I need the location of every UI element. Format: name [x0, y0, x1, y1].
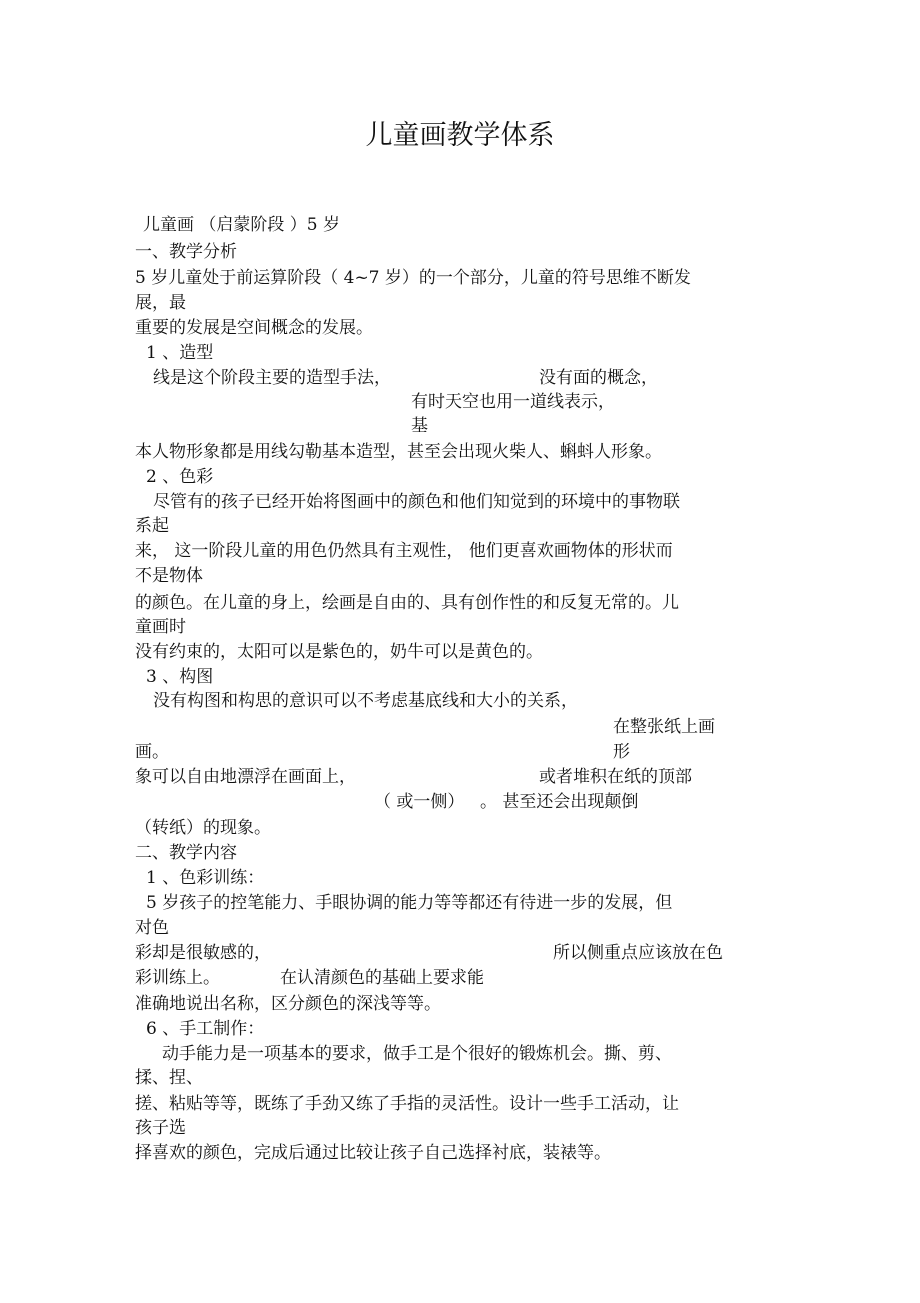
paragraph-line: 孩子选 — [135, 1118, 186, 1138]
paragraph-line: 。 甚至还会出现颠倒 — [480, 792, 639, 812]
subheading-modeling: 1 、造型 — [146, 343, 214, 363]
paragraph-line: （转纸）的现象。 — [135, 818, 271, 838]
paragraph-line: 在认清颜色的基础上要求能 — [280, 968, 484, 988]
paragraph-line: 展，最 — [135, 293, 186, 313]
section-heading-analysis: 一、教学分析 — [135, 242, 237, 262]
paragraph-line: 没有面的概念， — [539, 368, 658, 388]
paragraph-line: 童画时 — [135, 617, 186, 637]
paragraph-line: 不是物体 — [135, 566, 203, 586]
section-heading-content: 二、教学内容 — [135, 843, 237, 863]
paragraph-line: 揉、捏、 — [135, 1068, 203, 1088]
paragraph-line: 彩训练上。 — [135, 968, 220, 988]
paragraph-line: 来， 这一阶段儿童的用色仍然具有主观性， 他们更喜欢画物体的形状而 — [135, 541, 673, 561]
paragraph-line: （ 或一侧） — [374, 792, 465, 812]
paragraph-line: 彩却是很敏感的， — [135, 943, 271, 963]
paragraph-line: 象可以自由地漂浮在画面上， — [135, 767, 356, 787]
paragraph-line: 准确地说出名称，区分颜色的深浅等等。 — [135, 994, 441, 1014]
subtitle: 儿童画 （启蒙阶段 ）5 岁 — [143, 215, 341, 235]
paragraph-line: 在整张纸上画 — [613, 717, 715, 737]
paragraph-line: 5 岁儿童处于前运算阶段（ 4~7 岁）的一个部分，儿童的符号思维不断发 — [135, 268, 691, 288]
subheading-color: 2 、色彩 — [146, 467, 214, 487]
paragraph-line: 没有约束的，太阳可以是紫色的，奶牛可以是黄色的。 — [135, 642, 543, 662]
paragraph-line: 形 — [613, 742, 630, 762]
paragraph-line: 5 岁孩子的控笔能力、手眼协调的能力等等都还有待进一步的发展，但 — [146, 893, 673, 913]
paragraph-line: 择喜欢的颜色，完成后通过比较让孩子自己选择衬底，装裱等。 — [135, 1143, 611, 1163]
subheading-color-training: 1 、色彩训练： — [146, 868, 265, 888]
paragraph-line: 本人物形象都是用线勾勒基本造型，甚至会出现火柴人、蝌蚪人形象。 — [135, 442, 662, 462]
subheading-handcraft: 6 、手工制作： — [146, 1019, 265, 1039]
paragraph-line: 重要的发展是空间概念的发展。 — [135, 318, 373, 338]
paragraph-line: 基 — [411, 416, 428, 436]
paragraph-line: 尽管有的孩子已经开始将图画中的颜色和他们知觉到的环境中的事物联 — [153, 492, 680, 512]
paragraph-line: 系起 — [135, 516, 169, 536]
paragraph-line: 有时天空也用一道线表示， — [411, 392, 615, 412]
paragraph-line: 所以侧重点应该放在色 — [553, 943, 723, 963]
paragraph-line: 的颜色。在儿童的身上，绘画是自由的、具有创作性的和反复无常的。儿 — [135, 593, 679, 613]
paragraph-line: 动手能力是一项基本的要求，做手工是个很好的锻炼机会。撕、剪、 — [162, 1044, 672, 1064]
document-title: 儿童画教学体系 — [365, 120, 555, 151]
paragraph-line: 画。 — [135, 742, 169, 762]
paragraph-line: 搓、粘贴等等，既练了手劲又练了手指的灵活性。设计一些手工活动，让 — [135, 1094, 679, 1114]
paragraph-line: 或者堆积在纸的顶部 — [539, 767, 692, 787]
paragraph-line: 线是这个阶段主要的造型手法， — [153, 368, 391, 388]
paragraph-line: 对色 — [135, 918, 169, 938]
paragraph-line: 没有构图和构思的意识可以不考虑基底线和大小的关系， — [153, 691, 578, 711]
subheading-composition: 3 、构图 — [146, 667, 214, 687]
